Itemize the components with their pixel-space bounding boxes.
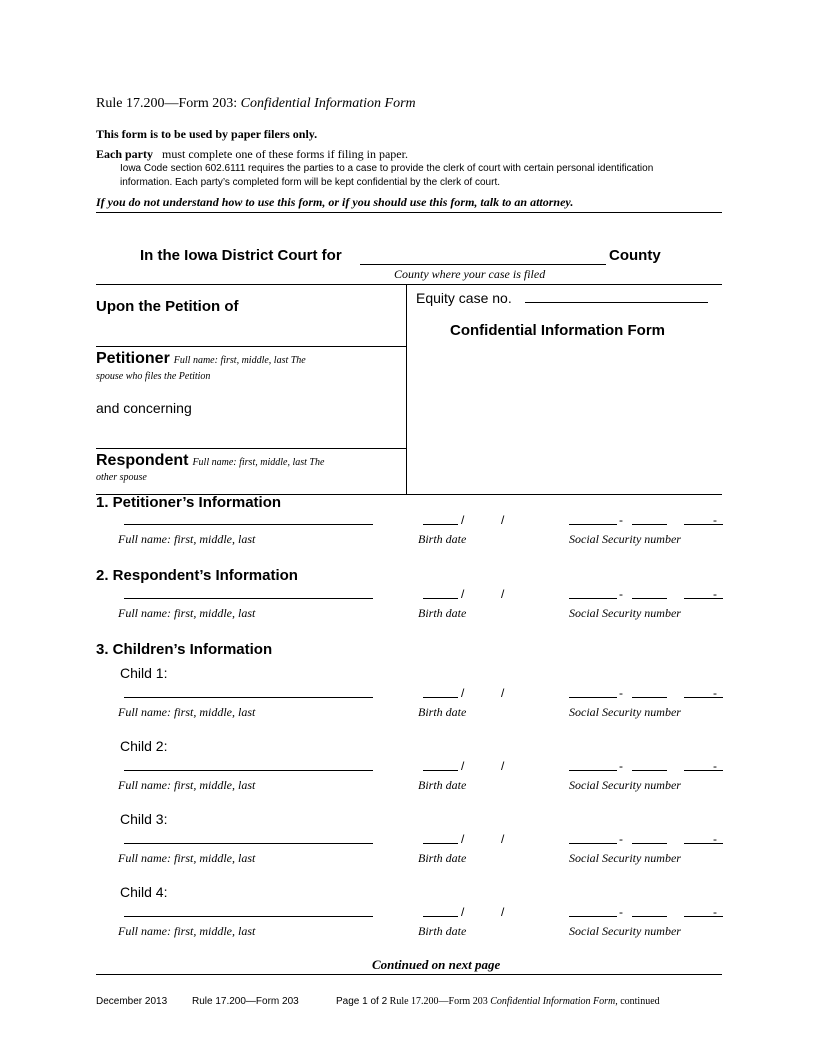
each-party-label: Each party — [96, 147, 153, 161]
respondent-label-block — [96, 452, 324, 470]
child-4-name-caption: Full name: first, middle, last — [118, 924, 256, 938]
caption-top-line — [96, 284, 722, 285]
child-3-label: Child 3: — [120, 811, 168, 827]
respondent-hint: Full name: first, middle, last The — [192, 457, 325, 468]
confidential-text: information. Each party’s completed form will be kept confidential by the clerk of court. — [120, 177, 500, 188]
form-title: Confidential Information Form — [240, 96, 416, 111]
respondent-birth-slash-2: / — [501, 587, 505, 601]
petitioner-label-block — [96, 350, 306, 368]
child-1-name-caption: Full name: first, middle, last — [118, 705, 256, 719]
form-header — [96, 96, 416, 112]
and-concerning-label: and concerning — [96, 400, 192, 416]
child-3-ssn-dash-1: - — [619, 832, 623, 846]
child-2-birth-caption: Birth date — [418, 778, 467, 792]
child-2-ssn-dash-2: - — [713, 759, 717, 773]
petitioner-ssn-dash-2: - — [713, 513, 717, 527]
petitioner-label: Petitioner — [96, 350, 170, 367]
county-hint: County where your case is filed — [394, 267, 546, 281]
respondent-birth-month-line[interactable] — [423, 598, 458, 599]
child-2-ssn-caption: Social Security number — [569, 778, 681, 792]
child-4-ssn-area-line[interactable] — [569, 916, 617, 917]
respondent-ssn-serial-line[interactable] — [684, 598, 723, 599]
respondent-ssn-caption: Social Security number — [569, 606, 681, 620]
upon-petition-label: Upon the Petition of — [96, 298, 239, 315]
attorney-warning: If you do not understand how to use this form, or if you should use this form, talk to an attorney. — [96, 195, 574, 209]
child-4-birth-caption: Birth date — [418, 924, 467, 938]
footer-title: Confidential Information Form — [490, 996, 616, 1007]
each-party-text: must complete one of these forms if filing in paper. — [162, 147, 408, 161]
child-3-birth-slash-1: / — [461, 832, 465, 846]
respondent-label: Respondent — [96, 452, 189, 469]
child-1-birth-slash-1: / — [461, 686, 465, 700]
child-4-birth-month-line[interactable] — [423, 916, 458, 917]
child-2-ssn-serial-line[interactable] — [684, 770, 723, 771]
footer-page-info — [336, 996, 660, 1007]
petitioner-hint: Full name: first, middle, last The — [173, 355, 306, 366]
child-1-ssn-area-line[interactable] — [569, 697, 617, 698]
child-4-name-line[interactable] — [124, 916, 373, 917]
section-children-heading: 3. Children’s Information — [96, 641, 273, 658]
child-4-ssn-serial-line[interactable] — [684, 916, 723, 917]
child-4-ssn-caption: Social Security number — [569, 924, 681, 938]
footer-rule: Rule 17.200—Form 203 — [192, 996, 299, 1007]
child-1-ssn-serial-line[interactable] — [684, 697, 723, 698]
footer-rule-2: Rule 17.200—Form 203 — [389, 996, 488, 1007]
petitioner-birth-slash-1: / — [461, 513, 465, 527]
child-1-birth-slash-2: / — [501, 686, 505, 700]
child-2-birth-month-line[interactable] — [423, 770, 458, 771]
child-1-birth-month-line[interactable] — [423, 697, 458, 698]
each-party-line — [96, 147, 408, 162]
child-3-ssn-area-line[interactable] — [569, 843, 617, 844]
respondent-name-line[interactable] — [124, 598, 373, 599]
paper-filers-note: This form is to be used by paper filers only. — [96, 127, 318, 141]
iowa-code-text: Iowa Code section 602.6111 requires the parties to a case to provide the clerk of court with certain personal identification — [120, 163, 654, 174]
petitioner-ssn-group-line[interactable] — [632, 524, 667, 525]
child-4-ssn-dash-1: - — [619, 905, 623, 919]
child-2-ssn-area-line[interactable] — [569, 770, 617, 771]
child-2-ssn-dash-1: - — [619, 759, 623, 773]
child-4-birth-slash-1: / — [461, 905, 465, 919]
footer-date: December 2013 — [96, 996, 168, 1007]
child-4-ssn-dash-2: - — [713, 905, 717, 919]
child-1-birth-caption: Birth date — [418, 705, 467, 719]
concerning-line — [96, 448, 406, 449]
child-3-birth-month-line[interactable] — [423, 843, 458, 844]
child-4-birth-slash-2: / — [501, 905, 505, 919]
child-3-ssn-group-line[interactable] — [632, 843, 667, 844]
footer-page: Page 1 of 2 — [336, 996, 388, 1007]
form-rule: Rule 17.200—Form 203: — [96, 96, 238, 111]
continued-note: Continued on next page — [372, 957, 501, 972]
petitioner-name-caption: Full name: first, middle, last — [118, 532, 256, 546]
child-2-ssn-group-line[interactable] — [632, 770, 667, 771]
child-3-birth-slash-2: / — [501, 832, 505, 846]
child-1-name-line[interactable] — [124, 697, 373, 698]
equity-case-input-line[interactable] — [525, 302, 708, 303]
child-3-name-line[interactable] — [124, 843, 373, 844]
child-3-ssn-dash-2: - — [713, 832, 717, 846]
child-1-ssn-dash-2: - — [713, 686, 717, 700]
petitioner-ssn-serial-line[interactable] — [684, 524, 723, 525]
petitioner-ssn-caption: Social Security number — [569, 532, 681, 546]
petitioner-name-line[interactable] — [124, 524, 373, 525]
county-label: County — [609, 247, 661, 264]
petitioner-birth-caption: Birth date — [418, 532, 467, 546]
child-2-label: Child 2: — [120, 738, 168, 754]
child-1-ssn-group-line[interactable] — [632, 697, 667, 698]
section-petitioner-heading: 1. Petitioner’s Information — [96, 494, 282, 511]
respondent-birth-caption: Birth date — [418, 606, 467, 620]
child-1-ssn-caption: Social Security number — [569, 705, 681, 719]
child-3-ssn-caption: Social Security number — [569, 851, 681, 865]
petitioner-ssn-area-line[interactable] — [569, 524, 617, 525]
child-4-label: Child 4: — [120, 884, 168, 900]
county-input-line[interactable] — [360, 264, 606, 265]
respondent-name-caption: Full name: first, middle, last — [118, 606, 256, 620]
child-3-birth-caption: Birth date — [418, 851, 467, 865]
respondent-birth-slash-1: / — [461, 587, 465, 601]
respondent-ssn-group-line[interactable] — [632, 598, 667, 599]
petition-line — [96, 346, 406, 347]
child-4-ssn-group-line[interactable] — [632, 916, 667, 917]
child-1-ssn-dash-1: - — [619, 686, 623, 700]
respondent-ssn-dash-2: - — [713, 587, 717, 601]
child-1-label: Child 1: — [120, 665, 168, 681]
child-2-name-caption: Full name: first, middle, last — [118, 778, 256, 792]
petitioner-hint-2: spouse who files the Petition — [96, 371, 211, 382]
child-3-name-caption: Full name: first, middle, last — [118, 851, 256, 865]
footer-divider — [96, 974, 722, 975]
caption-form-title: Confidential Information Form — [450, 322, 665, 339]
respondent-ssn-area-line[interactable] — [569, 598, 617, 599]
petitioner-birth-month-line[interactable] — [423, 524, 458, 525]
child-2-name-line[interactable] — [124, 770, 373, 771]
court-prefix: In the Iowa District Court for — [140, 247, 342, 264]
child-2-birth-slash-2: / — [501, 759, 505, 773]
child-2-birth-slash-1: / — [461, 759, 465, 773]
caption-divider — [406, 284, 407, 494]
section-respondent-heading: 2. Respondent’s Information — [96, 567, 298, 584]
child-3-ssn-serial-line[interactable] — [684, 843, 723, 844]
petitioner-ssn-dash-1: - — [619, 513, 623, 527]
header-divider — [96, 212, 722, 213]
respondent-ssn-dash-1: - — [619, 587, 623, 601]
footer-continued: , continued — [615, 996, 660, 1007]
respondent-hint-2: other spouse — [96, 472, 147, 483]
petitioner-birth-slash-2: / — [501, 513, 505, 527]
equity-case-label: Equity case no. — [416, 290, 512, 306]
